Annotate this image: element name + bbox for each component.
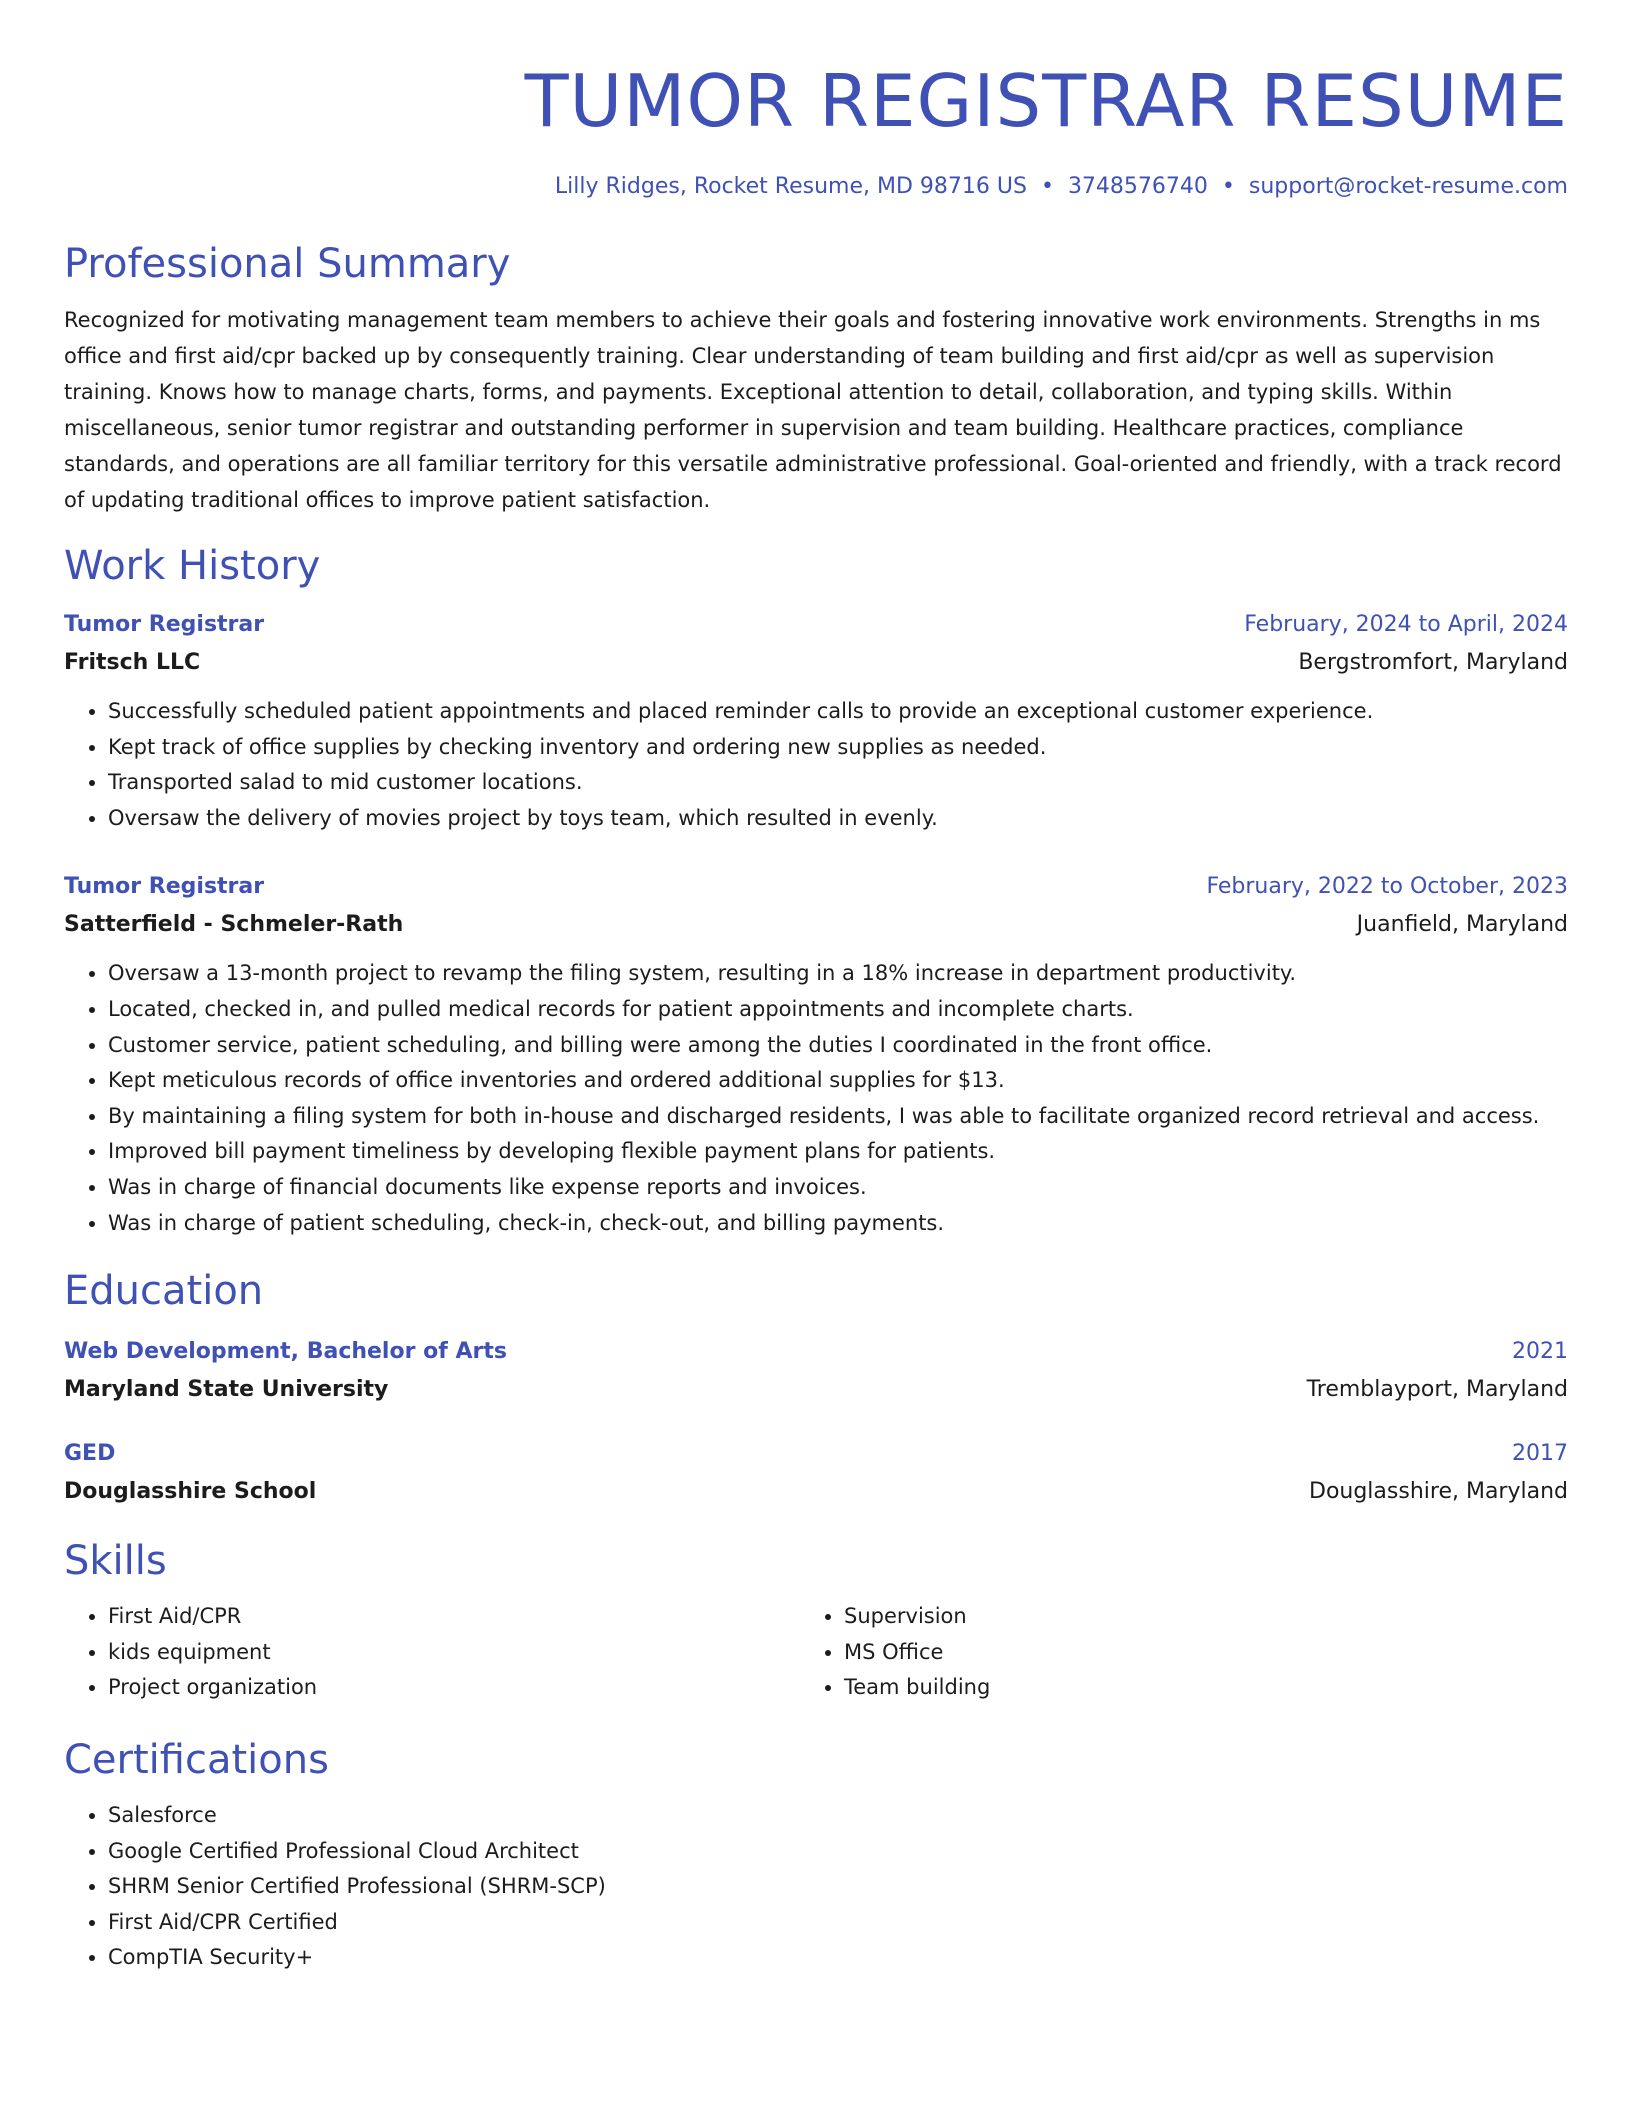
skill-item: • Project organization <box>108 1670 800 1706</box>
certifications-list <box>64 1798 1568 1976</box>
certification-item: • CompTIA Security+ <box>108 1940 1568 1976</box>
list-item: • Oversaw a 13-month project to revamp the filing system, resulting in a 18% increase in department productivity. <box>108 956 1568 992</box>
contact-email: support@rocket-resume.com <box>1248 174 1568 199</box>
job-role: Tumor Registrar <box>64 874 265 900</box>
job-entry <box>64 610 1568 836</box>
job-company: Satterfield - Schmeler-Rath <box>64 912 404 938</box>
job-location: Juanfield, Maryland <box>1356 912 1568 938</box>
job-bullet-list <box>64 956 1568 1241</box>
job-entry <box>64 872 1568 1241</box>
resume-title: TUMOR REGISTRAR RESUME <box>524 59 1568 143</box>
education-year: 2017 <box>1512 1441 1568 1467</box>
list-item: • Kept track of office supplies by checking inventory and ordering new supplies as needed. <box>108 730 1568 766</box>
job-company-row <box>64 910 1568 940</box>
skill-item: • First Aid/CPR <box>108 1599 800 1635</box>
skills-heading: Skills <box>64 1538 167 1585</box>
job-dates: February, 2024 to April, 2024 <box>1244 612 1568 637</box>
list-item: • Oversaw the delivery of movies project by toys team, which resulted in evenly. <box>108 801 1568 837</box>
skills-bullet-list <box>800 1599 1536 1706</box>
skill-item: • Supervision <box>844 1599 1536 1635</box>
certifications-heading: Certifications <box>64 1736 329 1783</box>
skills-list <box>64 1599 1568 1706</box>
job-title-row <box>64 872 1568 902</box>
skill-item: • Team building <box>844 1670 1536 1706</box>
education-degree-row <box>64 1337 1568 1367</box>
list-item: • Successfully scheduled patient appointments and placed reminder calls to provide an exceptional customer experience. <box>108 694 1568 730</box>
skill-item: • MS Office <box>844 1635 1536 1671</box>
education-school: Douglasshire School <box>64 1479 317 1505</box>
list-item: • Kept meticulous records of office inventories and ordered additional supplies for $13. <box>108 1063 1568 1099</box>
certification-item: • Google Certified Professional Cloud Architect <box>108 1834 1568 1870</box>
contact-separator: • <box>1040 174 1054 199</box>
education-degree: Web Development, Bachelor of Arts <box>64 1339 507 1365</box>
job-location: Bergstromfort, Maryland <box>1298 650 1568 675</box>
summary-heading: Professional Summary <box>64 241 511 287</box>
list-item: • By maintaining a filing system for both in-house and discharged residents, I was able to facilitate organized record retrieval and access. <box>108 1099 1568 1135</box>
list-item: • Customer service, patient scheduling, and billing were among the duties I coordinated in the front office. <box>108 1028 1568 1064</box>
contact-separator: • <box>1221 174 1235 199</box>
job-bullet-list <box>64 694 1568 836</box>
certification-item: • Salesforce <box>108 1798 1568 1834</box>
contact-phone: 3748576740 <box>1067 174 1208 199</box>
certification-item: • First Aid/CPR Certified <box>108 1905 1568 1941</box>
list-item: • Improved bill payment timeliness by developing flexible payment plans for patients. <box>108 1134 1568 1170</box>
summary-text: Recognized for motivating management team members to achieve their goals and fostering innovative work environments. Strengths in ms office and first aid/cpr backed up by consequently training. Clear understanding of team building and first aid/cpr as well as supervision training. Knows how to manage charts, forms, and payments. Exceptional attention to detail, collaboration, and typing skills. Within miscellaneous, senior tumor registrar and outstanding performer in supervision and team building. Healthcare practices, compliance standards, and operations are all familiar territory for this versatile administrative professional. Goal-oriented and friendly, with a track record of updating traditional offices to improve patient satisfaction. <box>64 308 1562 512</box>
certifications-bullet-list <box>64 1798 1568 1976</box>
list-item: • Located, checked in, and pulled medical records for patient appointments and incomplete charts. <box>108 992 1568 1028</box>
list-item: • Was in charge of financial documents like expense reports and invoices. <box>108 1170 1568 1206</box>
education-entry <box>64 1439 1568 1507</box>
contact-line <box>64 172 1568 202</box>
education-degree: GED <box>64 1441 116 1467</box>
education-heading: Education <box>64 1268 264 1315</box>
education-school: Maryland State University <box>64 1377 389 1403</box>
skills-column-left <box>64 1599 800 1706</box>
job-company: Fritsch LLC <box>64 650 201 675</box>
skills-column-right <box>800 1599 1536 1706</box>
list-item: • Was in charge of patient scheduling, check-in, check-out, and billing payments. <box>108 1206 1568 1242</box>
job-dates: February, 2022 to October, 2023 <box>1206 874 1568 900</box>
list-item: • Transported salad to mid customer locations. <box>108 765 1568 801</box>
job-company-row <box>64 648 1568 678</box>
education-degree-row <box>64 1439 1568 1469</box>
skills-bullet-list <box>64 1599 800 1706</box>
work-history-heading: Work History <box>64 543 321 589</box>
education-entry <box>64 1337 1568 1405</box>
education-school-row <box>64 1477 1568 1507</box>
education-year: 2021 <box>1512 1339 1568 1365</box>
job-role: Tumor Registrar <box>64 612 265 637</box>
education-location: Tremblayport, Maryland <box>1306 1377 1568 1403</box>
education-school-row <box>64 1375 1568 1405</box>
certification-item: • SHRM Senior Certified Professional (SHRM-SCP) <box>108 1869 1568 1905</box>
contact-address: Lilly Ridges, Rocket Resume, MD 98716 US <box>554 174 1027 199</box>
skill-item: • kids equipment <box>108 1635 800 1671</box>
education-location: Douglasshire, Maryland <box>1309 1479 1568 1505</box>
job-title-row <box>64 610 1568 640</box>
